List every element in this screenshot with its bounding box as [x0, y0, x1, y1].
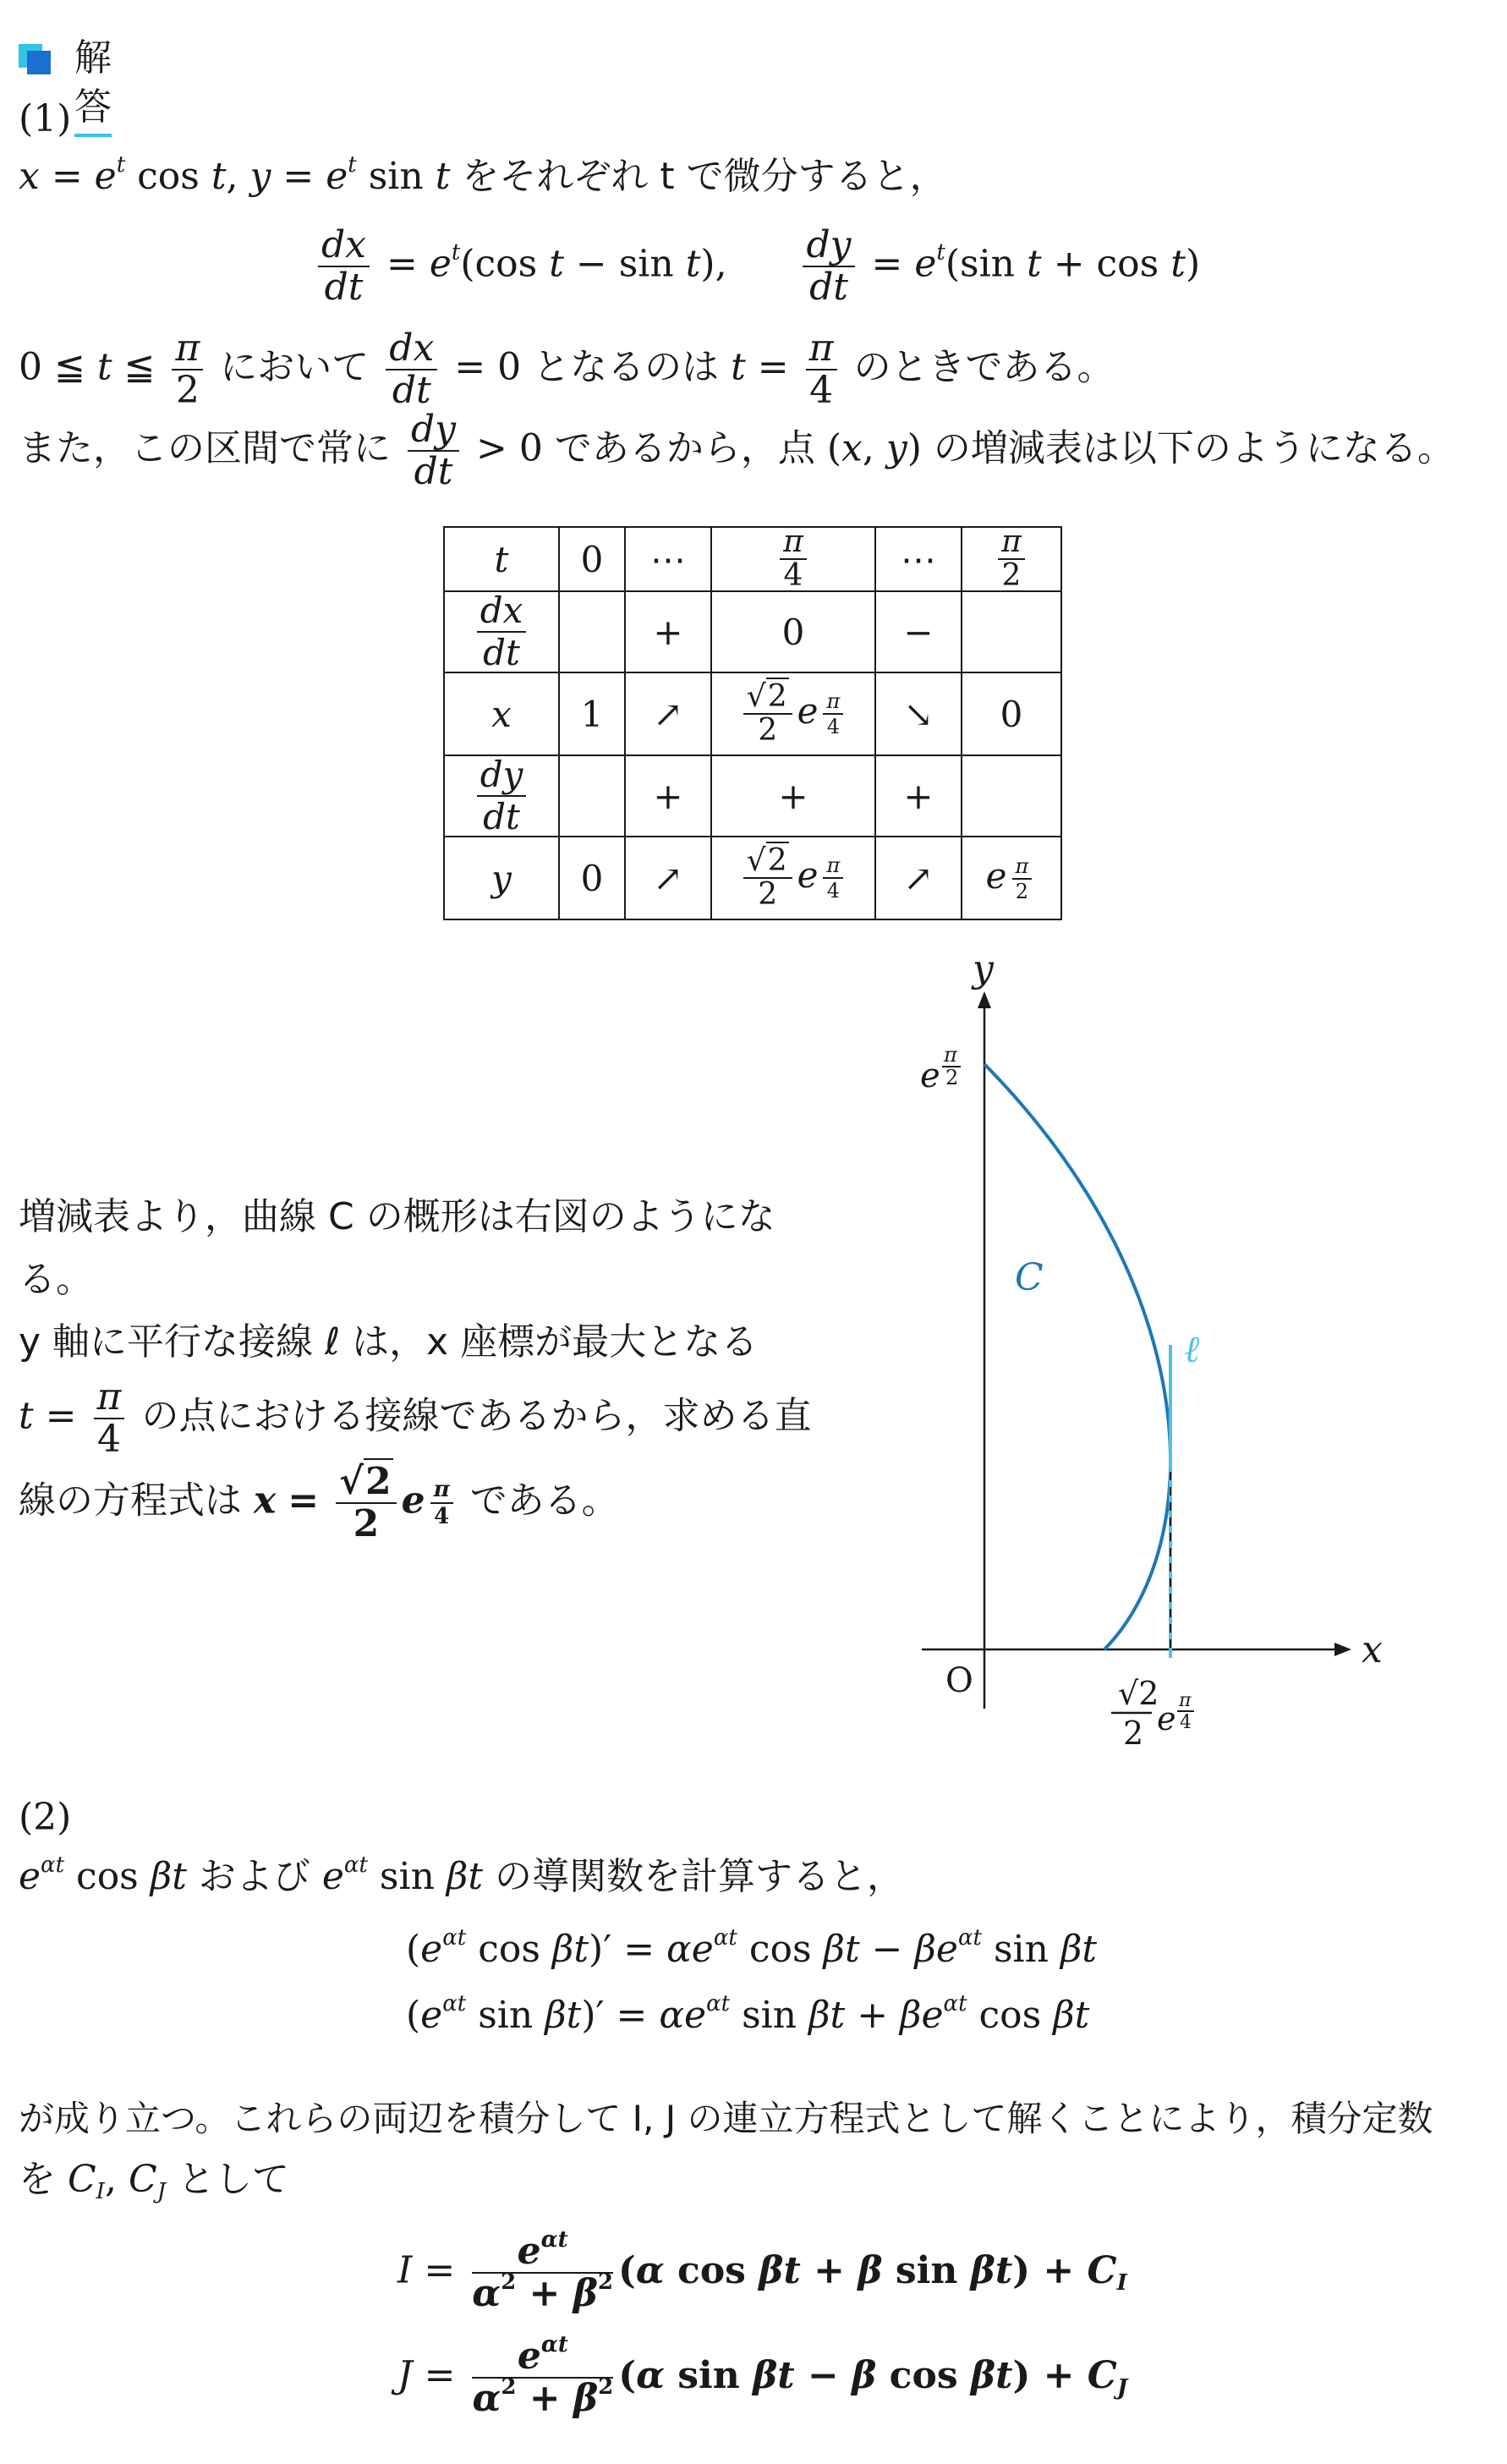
- table-cell: +: [711, 755, 875, 837]
- table-row: [444, 527, 1061, 591]
- also-text-c: の増減表は以下のようになる。: [933, 426, 1455, 470]
- row-label-y: y: [444, 837, 559, 919]
- part1-intro-text: をそれぞれ t で微分すると，: [462, 155, 947, 198]
- table-cell: e $\frac{\pi}{2}$: [962, 837, 1061, 919]
- integral-i-formula: I = $\frac{e^{\alpha t}}{\alpha^2 + \beta^2}$ (α cos βt + β $\sin \beta t) + C_I$: [397, 2227, 1127, 2315]
- table-row: [444, 672, 1061, 755]
- table-cell: $\frac{√2}{2}$ e $\frac{\pi}{4}$: [711, 837, 875, 919]
- condition-text-c: のときである。: [853, 345, 1115, 389]
- part2-intro-and: および: [198, 1855, 310, 1898]
- part1-label: (1): [19, 97, 72, 140]
- text-block-line-5: 線の方程式は x = $\frac{√2}{2}$ e $\frac{\pi}{4}$ である。: [19, 1460, 619, 1545]
- origin-label: O: [945, 1661, 973, 1700]
- answer-heading-label: 解答: [74, 34, 112, 137]
- table-cell: 1: [559, 672, 625, 755]
- condition-text-b: となるのは: [533, 345, 720, 389]
- derivative-formulas: $\frac{dx}{dt}$ = $e^t(\cos$ t − sin t), $\frac{dy}{dt}$ = $e^t(\sin$ t + cos t): [313, 227, 1200, 306]
- x-axis-label: x: [1362, 1628, 1383, 1671]
- text-block-line-5-end: である。: [469, 1479, 619, 1523]
- table-row: [444, 755, 1061, 837]
- x-tick-label: [1111, 1675, 1194, 1752]
- text-block-line-4-text: の点における接線であるから，求める直: [141, 1394, 812, 1438]
- svg-text:π: π: [1179, 1690, 1192, 1711]
- table-cell: [559, 591, 625, 672]
- x-axis-arrow-icon: [1334, 1643, 1351, 1656]
- curve-label: C: [1015, 1256, 1044, 1299]
- row-label-dydt: $\frac{dy}{dt}$: [444, 755, 559, 837]
- part2-text-c: として: [178, 2158, 290, 2201]
- part2-text-a: が成り立つ。これらの両辺を積分して I, J の連立方程式として解くことにより，積分定数: [19, 2098, 1433, 2139]
- integral-j-formula: J = $\frac{e^{\alpha t}}{\alpha^2 + \beta^2}$ (α sin βt − β $\cos \beta t) + C_J$: [397, 2332, 1128, 2420]
- also-text-a: また，この区間で常に: [19, 426, 391, 470]
- table-cell: ⋯: [625, 527, 711, 591]
- table-cell: 0: [962, 672, 1061, 755]
- condition-text-a: において: [220, 345, 370, 389]
- arrow-up-right-icon: ↗: [625, 672, 711, 755]
- svg-text:π: π: [944, 1043, 957, 1067]
- heading-square-icon-2: [27, 51, 51, 74]
- row-label-x: x: [444, 672, 559, 755]
- condition-line: 0 ≦ t ≦ $\frac{\pi}{2}$ において $\frac{dx}{dt}$ = 0 となるのは t = $\frac{\pi}{4}$ のときである。: [19, 327, 1115, 412]
- text-block-line-1: 増減表より，曲線 C の概形は右図のようにな: [19, 1195, 775, 1238]
- row-label-t: t: [444, 527, 559, 591]
- svg-text:√2: √2: [1118, 1675, 1159, 1712]
- also-line: また，この区間で常に $\frac{dy}{dt}$ > 0 であるから，点 (x, y) の増減表は以下のようになる。: [19, 408, 1455, 493]
- table-cell: $\frac{\pi}{2}$: [962, 527, 1061, 591]
- derivative-sin-formula: ($e^{\alpha t}$ $\sin \beta t)' = \alpha e^{\alpha t}$ $\sin \beta t + \beta e^{\alpha t}$ cos βt: [406, 1991, 1090, 2037]
- increase-decrease-table: [443, 526, 1062, 920]
- table-cell: $\frac{\pi}{4}$: [711, 527, 875, 591]
- part2-intro-line: $e^{\alpha t}$ cos βt および $e^{\alpha t}$ sin βt の導関数を計算すると，: [19, 1852, 905, 1898]
- table-cell: 0: [559, 527, 625, 591]
- table-cell: 0: [559, 837, 625, 919]
- svg-text:4: 4: [1180, 1712, 1192, 1733]
- table-cell: [559, 755, 625, 837]
- tangent-label: ℓ: [1184, 1328, 1200, 1371]
- part1-intro-line: $x = e^t$ cos t, $y = e^t$ sin t をそれぞれ t で微分すると，: [19, 152, 947, 198]
- part2-text-b-line: を $C_I$, $C_J$ として: [19, 2158, 290, 2204]
- svg-text:e: e: [1157, 1700, 1176, 1737]
- part2-text-b: を: [19, 2158, 56, 2201]
- arrow-up-right-icon: ↗: [625, 837, 711, 919]
- table-cell: [962, 755, 1061, 837]
- table-cell: +: [625, 755, 711, 837]
- svg-text:2: 2: [1123, 1715, 1144, 1752]
- svg-text:2: 2: [945, 1066, 959, 1089]
- svg-text:e: e: [920, 1056, 940, 1095]
- derivative-cos-formula: ($e^{\alpha t}$ $\cos \beta t)' = \alpha e^{\alpha t}$ $\cos \beta t - \beta e^{\alpha t}$ sin βt: [406, 1925, 1098, 1971]
- curve-graph: [896, 947, 1383, 1768]
- also-text-b: であるから，点: [554, 426, 815, 470]
- table-cell: −: [875, 591, 962, 672]
- table-cell: ⋯: [875, 527, 962, 591]
- table-cell: +: [875, 755, 962, 837]
- curve-c: [984, 1064, 1170, 1649]
- part2-label: (2): [19, 1796, 72, 1839]
- table-cell: 0: [711, 591, 875, 672]
- table-cell: +: [625, 591, 711, 672]
- text-block-line-3: y 軸に平行な接線 ℓ は，x 座標が最大となる: [19, 1320, 759, 1364]
- y-axis-arrow-icon: [978, 991, 991, 1008]
- y-axis-label: y: [973, 947, 994, 991]
- text-block-line-2: る。: [19, 1258, 93, 1301]
- text-block-line-5-text: 線の方程式は: [19, 1479, 242, 1523]
- arrow-down-right-icon: ↘: [875, 672, 962, 755]
- table-row: [444, 837, 1061, 919]
- text-block-line-4: t = $\frac{\pi}{4}$ の点における接線であるから，求める直: [19, 1375, 812, 1461]
- arrow-up-right-icon: ↗: [875, 837, 962, 919]
- table-cell: $\frac{√2}{2}$ e $\frac{\pi}{4}$: [711, 672, 875, 755]
- part2-intro-text: の導関数を計算すると，: [495, 1855, 905, 1898]
- row-label-dxdt: $\frac{dx}{dt}$: [444, 591, 559, 672]
- y-tick-label: [920, 1043, 961, 1095]
- table-cell: [962, 591, 1061, 672]
- table-row: [444, 591, 1061, 672]
